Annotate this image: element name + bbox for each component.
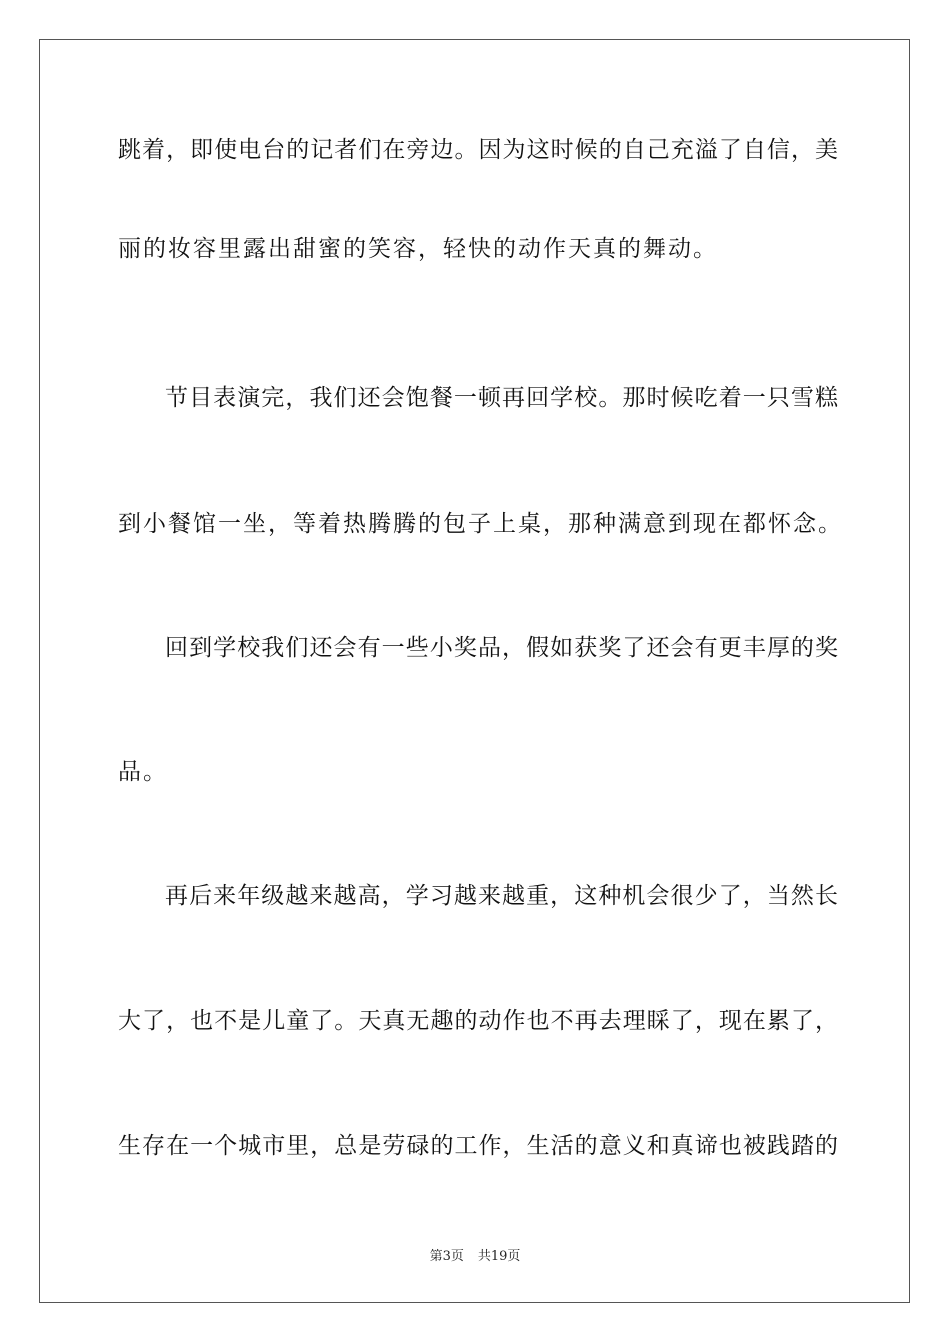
text-line-5: 回到学校我们还会有一些小奖品，假如获奖了还会有更丰厚的奖 xyxy=(165,635,838,661)
page-border xyxy=(39,39,910,1303)
text-line-8: 大了，也不是儿童了。天真无趣的动作也不再去理睬了，现在累了， xyxy=(118,1008,838,1034)
page-footer xyxy=(0,1248,950,1266)
page-total: 共19页 xyxy=(477,1249,521,1264)
text-line-2: 丽的妆容里露出甜蜜的笑容，轻快的动作天真的舞动。 xyxy=(118,236,718,262)
text-line-6: 品。 xyxy=(118,759,168,785)
text-line-7: 再后来年级越来越高，学习越来越重，这种机会很少了，当然长 xyxy=(165,883,838,909)
text-line-1: 跳着，即使电台的记者们在旁边。因为这时候的自己充溢了自信，美 xyxy=(118,137,838,163)
text-line-4: 到小餐馆一坐，等着热腾腾的包子上桌，那种满意到现在都怀念。 xyxy=(118,511,843,537)
text-line-3: 节目表演完，我们还会饱餐一顿再回学校。那时候吃着一只雪糕 xyxy=(165,385,838,411)
text-line-9: 生存在一个城市里，总是劳碌的工作，生活的意义和真谛也被践踏的 xyxy=(118,1133,838,1159)
page-number: 第3页 xyxy=(429,1249,464,1264)
